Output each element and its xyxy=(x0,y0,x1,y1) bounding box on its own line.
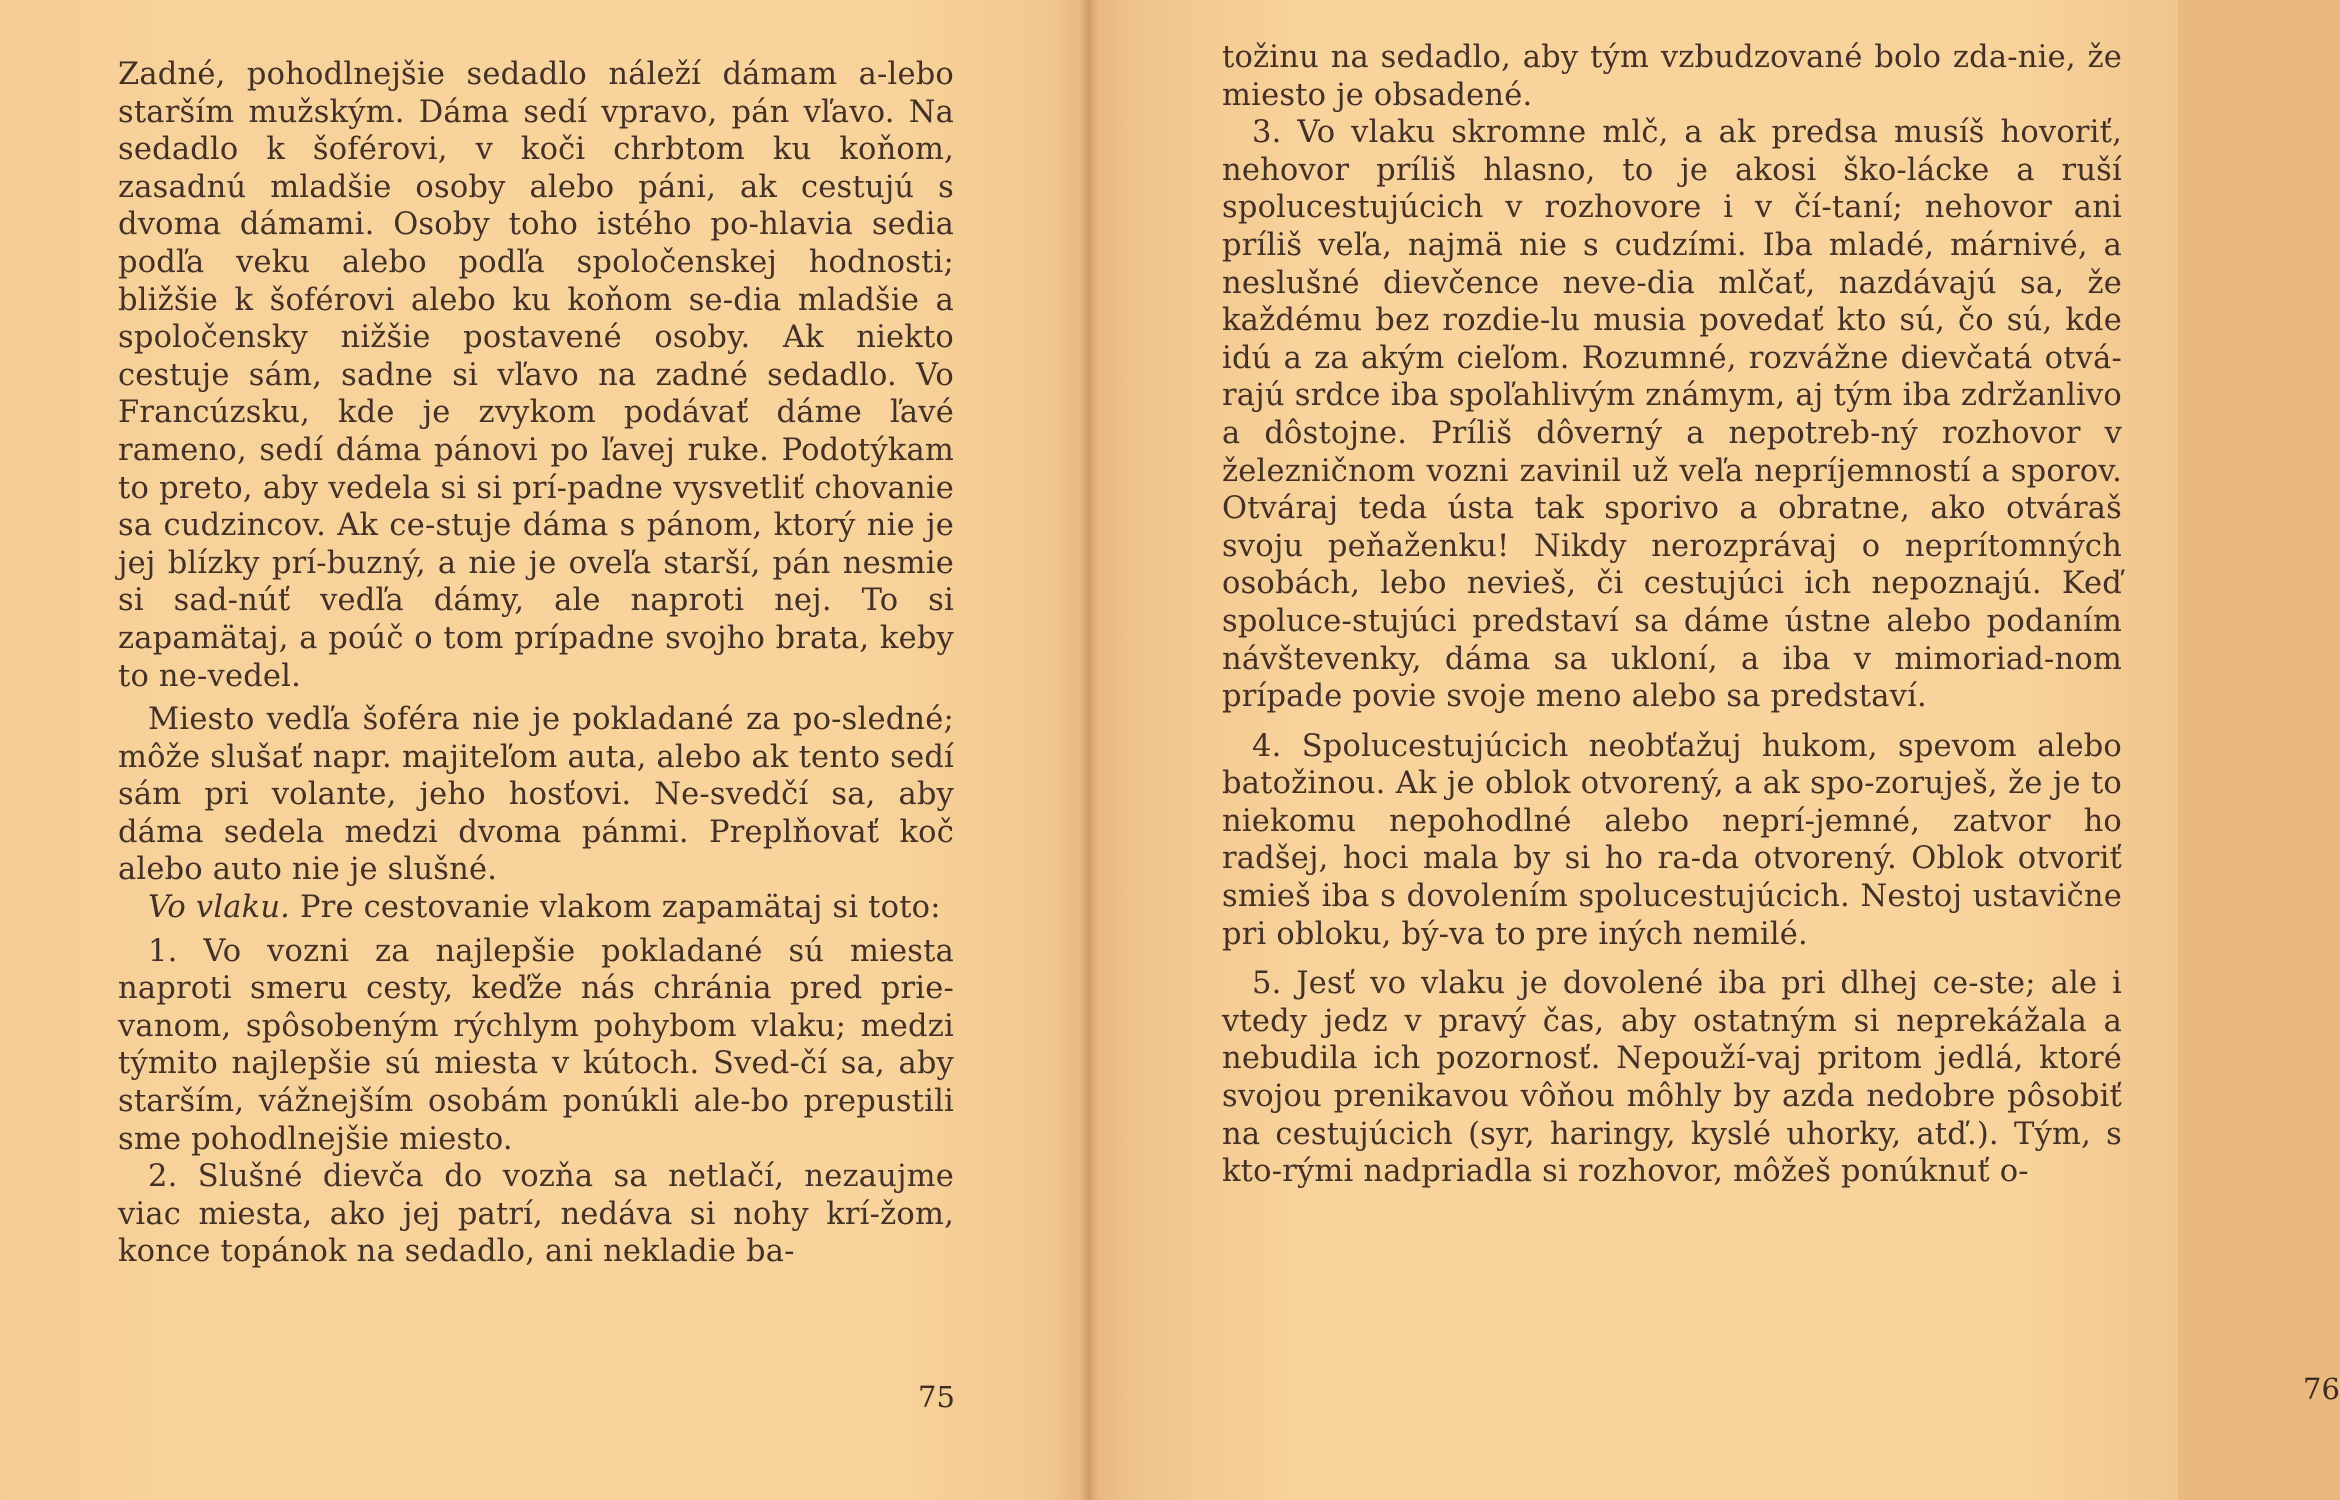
list-item: 5. Jesť vo vlaku je dovolené iba pri dlhej ce-ste; ale i vtedy jedz v pravý čas, aby ostatným si neprekážala a nebudila ich pozornosť. Nepouží-vaj pritom jedlá, ktoré svojou prenikavou vôňou môhly by azda nedobre pôsobiť na cestujúcich (syr, haringy, kyslé uhorky, atď.). Tým, s kto-rými nadpriadla si rozhovor, môžeš ponúknuť o- xyxy=(1222,966,2122,1190)
paragraph-driver-seat: Miesto vedľa šoféra nie je pokladané za po-sledné; môže slušať napr. majiteľom auta, alebo ak tento sedí sám pri volante, jeho hosťovi. Ne-svedčí sa, aby dáma sedela medzi dvoma pánmi. Preplňovať koč alebo auto nie je slušné. xyxy=(118,702,954,888)
list-item: 2. Slušné dievča do vozňa sa netlačí, nezaujme viac miesta, ako jej patrí, nedáva si nohy krí-žom, konce topánok na sedadlo, ani nekladie ba- xyxy=(118,1159,954,1270)
left-page-text xyxy=(118,56,954,1271)
paragraph-continuation: tožinu na sedadlo, aby tým vzbudzované bolo zda-nie, že miesto je obsadené. xyxy=(1222,40,2122,113)
right-page-text xyxy=(1222,39,2122,1191)
train-heading: Vo vlaku. xyxy=(148,890,291,926)
page-number-left: 75 xyxy=(918,1380,955,1414)
paragraph-train-intro xyxy=(118,889,954,927)
left-page xyxy=(0,0,1089,1500)
paragraph-rear-seat: Zadné, pohodlnejšie sedadlo náleží dámam a-lebo starším mužským. Dáma sedí vpravo, pán vľavo. Na sedadlo k šoférovi, v koči chrbtom ku koňom, zasadnú mladšie osoby alebo páni, ak cestujú s dvoma dámami. Osoby toho istého po-hlavia sedia podľa veku alebo podľa spoločenskej hodnosti; bližšie k šoférovi alebo ku koňom se-dia mladšie a spoločensky nižšie postavené osoby. Ak niekto cestuje sám, sadne si vľavo na zadné sedadlo. Vo Francúzsku, kde je zvykom podávať dáme ľavé rameno, sedí dáma pánovi po ľavej ruke. Podotýkam to preto, aby vedela si si prí-padne vysvetliť chovanie sa cudzincov. Ak ce-stuje dáma s pánom, ktorý nie je jej blízky prí-buzný, a nie je oveľa starší, pán nesmie si sad-núť vedľa dámy, ale naproti nej. To si zapamätaj, a poúč o tom prípadne svojho brata, keby to ne-vedel. xyxy=(118,57,954,694)
list-item: 3. Vo vlaku skromne mlč, a ak predsa musíš hovoriť, nehovor príliš hlasno, to je akosi ško-lácke a ruší spolucestujúcich v rozhovore i v čí-taní; nehovor ani príliš veľa, najmä nie s cudzími. Iba mladé, márnivé, a neslušné dievčence neve-dia mlčať, nazdávajú sa, že každému bez rozdie-lu musia povedať kto sú, čo sú, kde idú a za akým cieľom. Rozumné, rozvážne dievčatá otvá-rajú srdce iba spoľahlivým známym, aj tým iba zdržanlivo a dôstojne. Príliš dôverný a nepotreb-ný rozhovor v železničnom vozni zavinil už veľa nepríjemností a sporov. Otváraj teda ústa tak sporivo a obratne, ako otváraš svoju peňaženku! Nikdy nerozprávaj o neprítomných osobách, lebo nevieš, či cestujúci ich nepoznajú. Keď spoluce-stujúci predstaví sa dáme ústne alebo podaním návštevenky, dáma sa ukloní, a iba v mimoriad-nom prípade povie svoje meno alebo sa predstaví. xyxy=(1222,115,2122,715)
page-number-right: 76 xyxy=(2303,1372,2340,1406)
right-page xyxy=(1089,0,2340,1500)
train-intro-text: Pre cestovanie vlakom zapamätaj si toto: xyxy=(290,890,941,926)
list-item: 1. Vo vozni za najlepšie pokladané sú miesta naproti smeru cesty, keďže nás chránia pred prie-vanom, spôsobeným rýchlym pohybom vlaku; medzi týmito najlepšie sú miesta v kútoch. Sved-čí sa, aby starším, vážnejším osobám ponúkli ale-bo prepustili sme pohodlnejšie miesto. xyxy=(118,933,954,1157)
list-item: 4. Spolucestujúcich neobťažuj hukom, spevom alebo batožinou. Ak je oblok otvorený, a ak spo-zoruješ, že je to niekomu nepohodlné alebo neprí-jemné, zatvor ho radšej, hoci mala by si ho ra-da otvorený. Oblok otvoriť smieš iba s dovolením spolucestujúcich. Nestoj ustavične pri obloku, bý-va to pre iných nemilé. xyxy=(1222,728,2122,952)
